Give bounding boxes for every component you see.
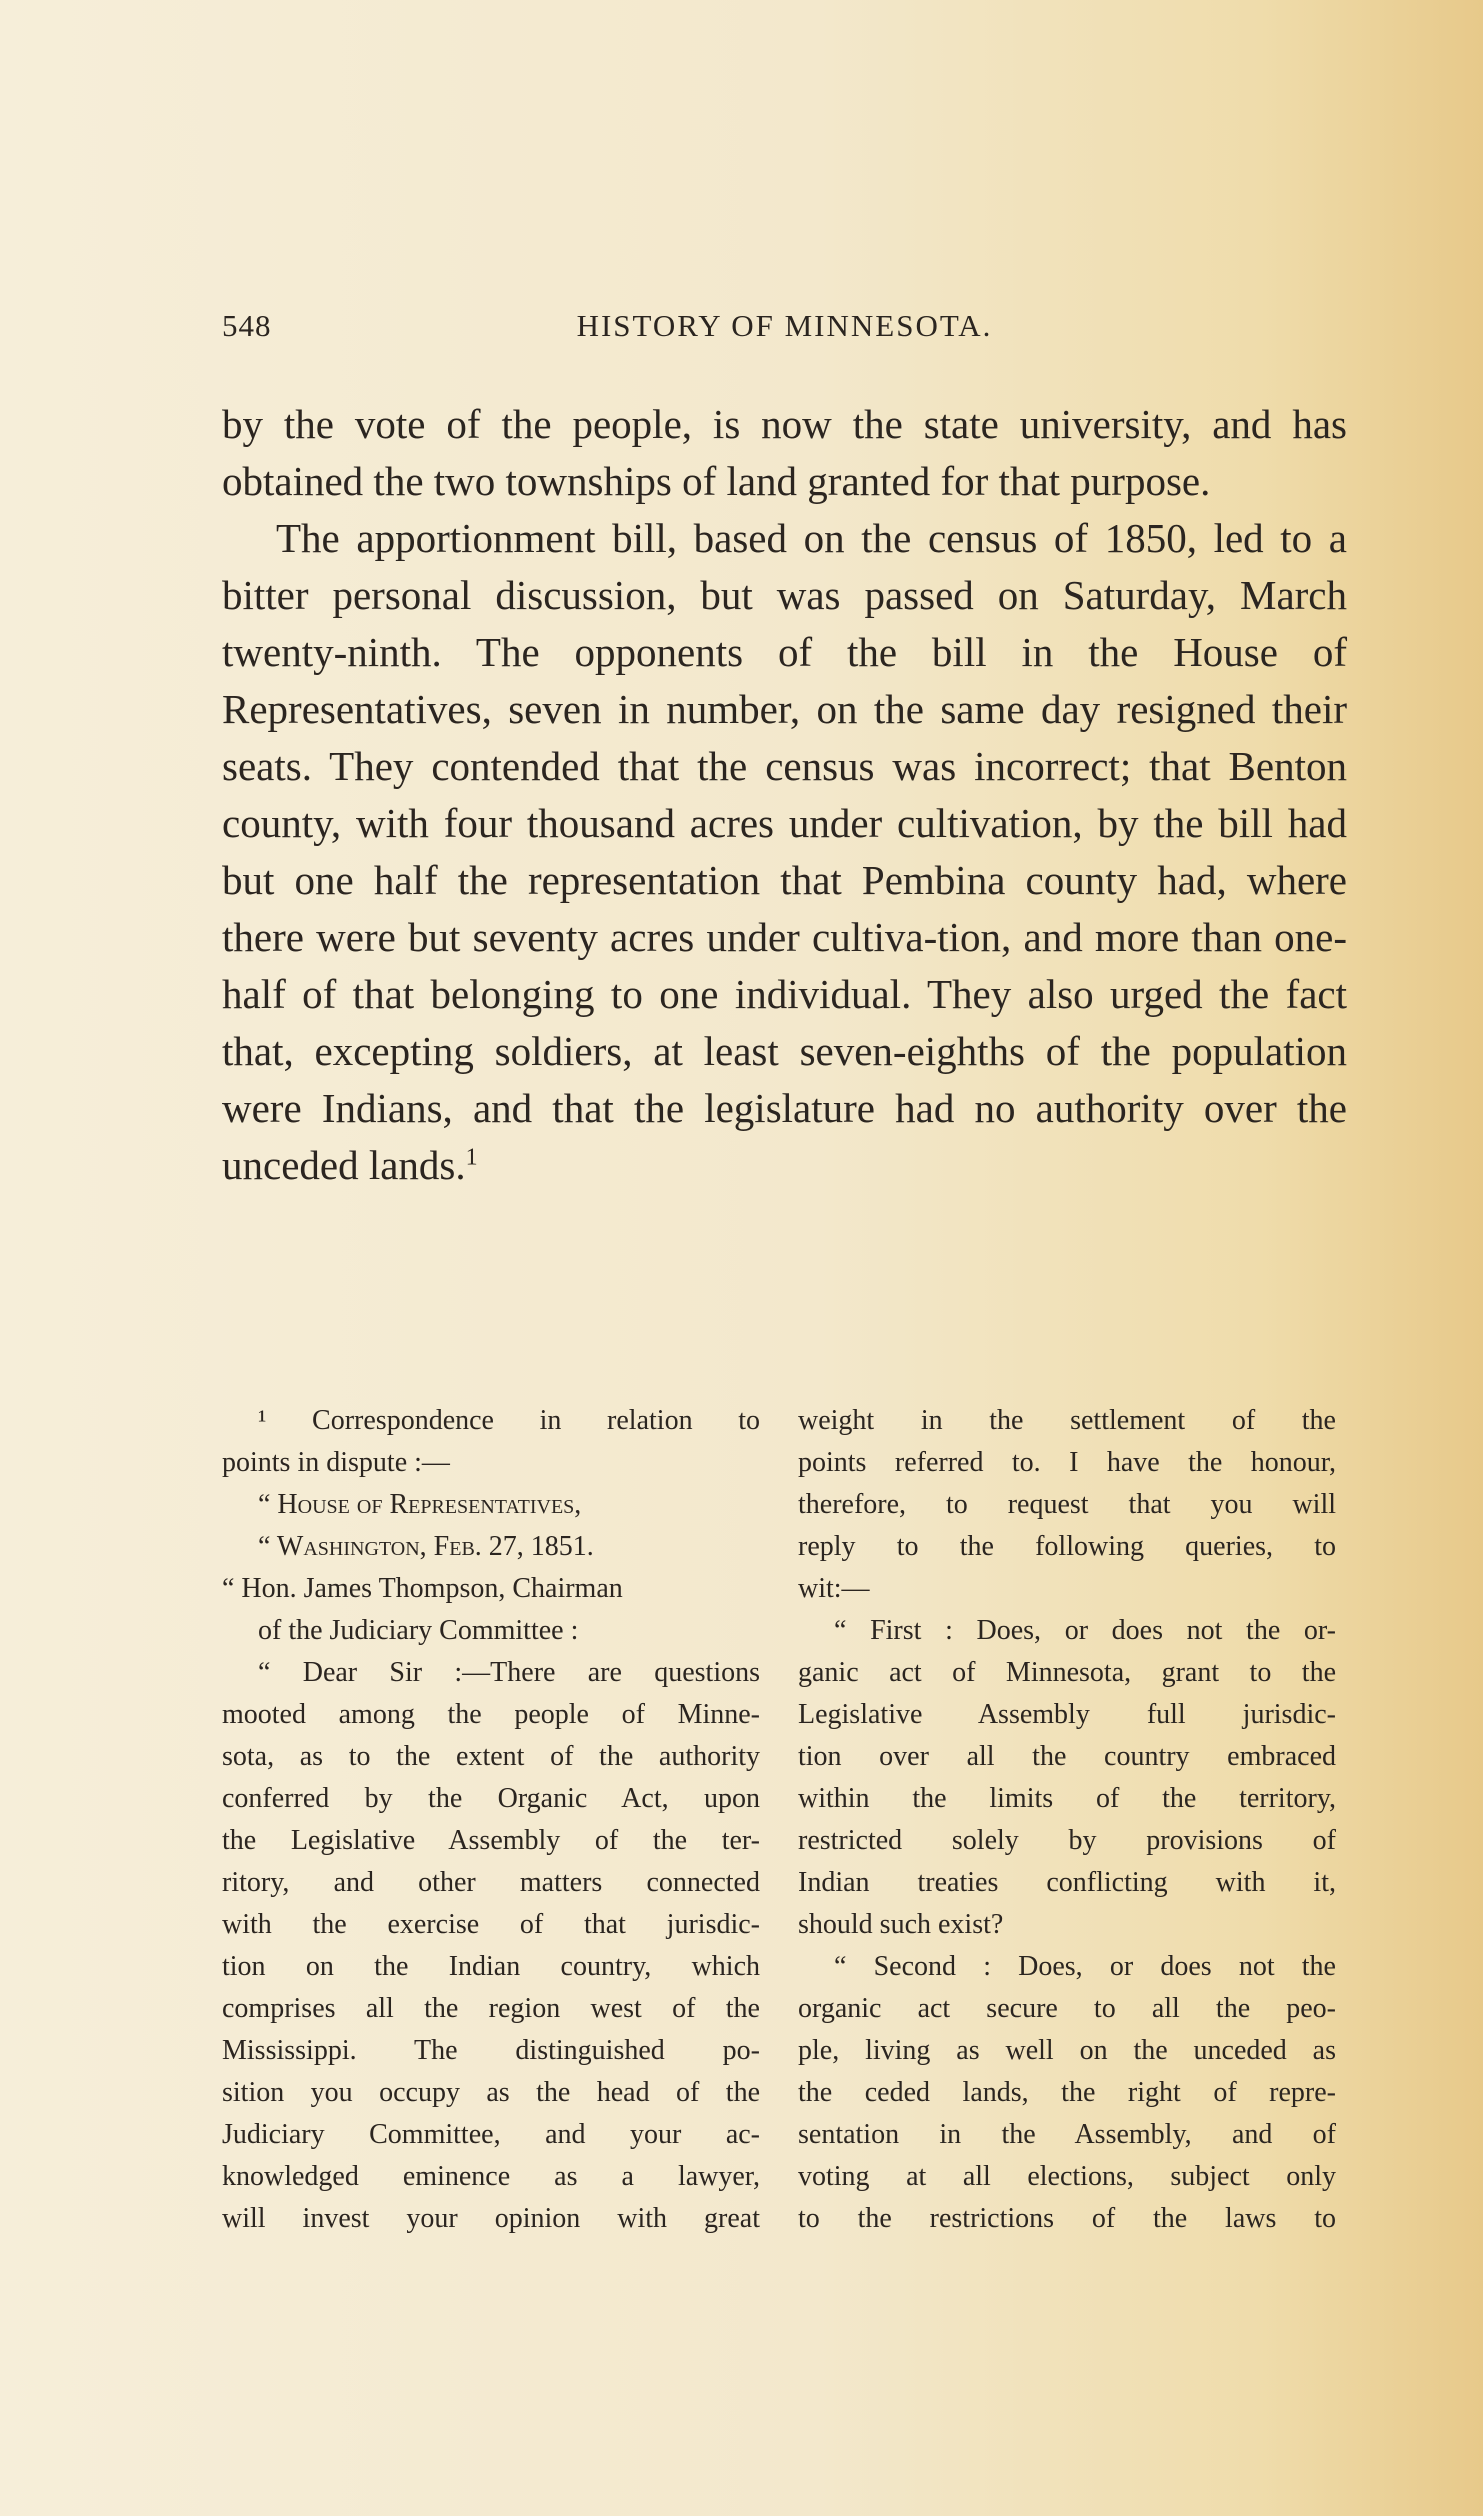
footnote-line: tion over all the country embraced — [798, 1741, 1336, 1772]
footnote-line: organic act secure to all the peo- — [798, 1993, 1336, 2024]
footnote-line: “ Second : Does, or does not the — [834, 1951, 1336, 1982]
footnote-line: to the restrictions of the laws to — [798, 2203, 1336, 2234]
footnote-line: “ Hon. James Thompson, Chairman — [222, 1573, 623, 1604]
footnote-line: sentation in the Assembly, and of — [798, 2119, 1336, 2150]
footnote-line: ganic act of Minnesota, grant to the — [798, 1657, 1336, 1688]
footnote-line: therefore, to request that you will — [798, 1489, 1336, 1520]
footnote-line: knowledged eminence as a lawyer, — [222, 2161, 760, 2192]
running-head: HISTORY OF MINNESOTA. — [576, 308, 993, 343]
footnote-line: “ House of Representatives, — [258, 1489, 582, 1520]
footnote-line: mooted among the people of Minne- — [222, 1699, 760, 1730]
footnote-line: Indian treaties conflicting with it, — [798, 1867, 1336, 1898]
footnote-line: “ Dear Sir :—There are questions — [258, 1657, 760, 1688]
footnote-line: “ Washington, Feb. 27, 1851. — [258, 1531, 594, 1562]
footnote-line: comprises all the region west of the — [222, 1993, 760, 2024]
footnote-line: Mississippi. The distinguished po- — [222, 2035, 760, 2066]
footnote-line: Judiciary Committee, and your ac- — [222, 2119, 760, 2150]
footnote-line: sition you occupy as the head of the — [222, 2077, 760, 2108]
footnote-line: weight in the settlement of the — [798, 1405, 1336, 1436]
footnote-line: with the exercise of that jurisdic- — [222, 1909, 760, 1940]
footnote-right-column — [798, 1400, 1336, 2240]
footnote-line: points in dispute :— — [222, 1447, 450, 1478]
footnote-line: voting at all elections, subject only — [798, 2161, 1336, 2192]
paragraph — [222, 510, 1347, 1194]
footnote-line: wit:— — [798, 1573, 870, 1604]
footnote-line: ¹ Correspondence in relation to — [258, 1405, 760, 1436]
footnote-left-column — [222, 1400, 760, 2240]
main-text — [222, 396, 1347, 1194]
paragraph-text: The apportionment bill, based on the census of 1850, led to a bitter personal discussion, but was passed on Saturday, March twenty-ninth. The opponents of the bill in the House of Representatives, seven in number, on the same day resigned their seats. They contended that the census was incorrect; that Benton county, with four thousand acres under cultivation, by the bill had but one half the representation that Pembina county had, where there were but seventy acres under cultiva-tion, and more than one-half of that belonging to one individual. They also urged the fact that, excepting soldiers, at least seven-eighths of the population were Indians, and that the legislature had no authority over the unceded lands. — [222, 515, 1347, 1188]
footnote-line: sota, as to the extent of the authority — [222, 1741, 760, 1772]
footnote-line: reply to the following queries, to — [798, 1531, 1336, 1562]
paragraph: by the vote of the people, is now the state university, and has obtained the two townships of land granted for that purpose. — [222, 401, 1347, 504]
page-number: 548 — [222, 308, 272, 343]
footnote-line: of the Judiciary Committee : — [258, 1615, 579, 1646]
footnote-line: should such exist? — [798, 1909, 1004, 1940]
footnote-line: ple, living as well on the unceded as — [798, 2035, 1336, 2066]
footnote-line: tion on the Indian country, which — [222, 1951, 760, 1982]
page-header — [222, 308, 1347, 348]
footnote-line: conferred by the Organic Act, upon — [222, 1783, 760, 1814]
footnote-line: Legislative Assembly full jurisdic- — [798, 1699, 1336, 1730]
footnote-line: points referred to. I have the honour, — [798, 1447, 1336, 1478]
footnote-mark: 1 — [465, 1144, 478, 1171]
footnote-line: ritory, and other matters connected — [222, 1867, 760, 1898]
footnote-line: the Legislative Assembly of the ter- — [222, 1825, 760, 1856]
footnote-line: within the limits of the territory, — [798, 1783, 1336, 1814]
footnote-line: restricted solely by provisions of — [798, 1825, 1336, 1856]
footnote-line: “ First : Does, or does not the or- — [834, 1615, 1336, 1646]
footnote-line: will invest your opinion with great — [222, 2203, 760, 2234]
footnote-line: the ceded lands, the right of repre- — [798, 2077, 1336, 2108]
